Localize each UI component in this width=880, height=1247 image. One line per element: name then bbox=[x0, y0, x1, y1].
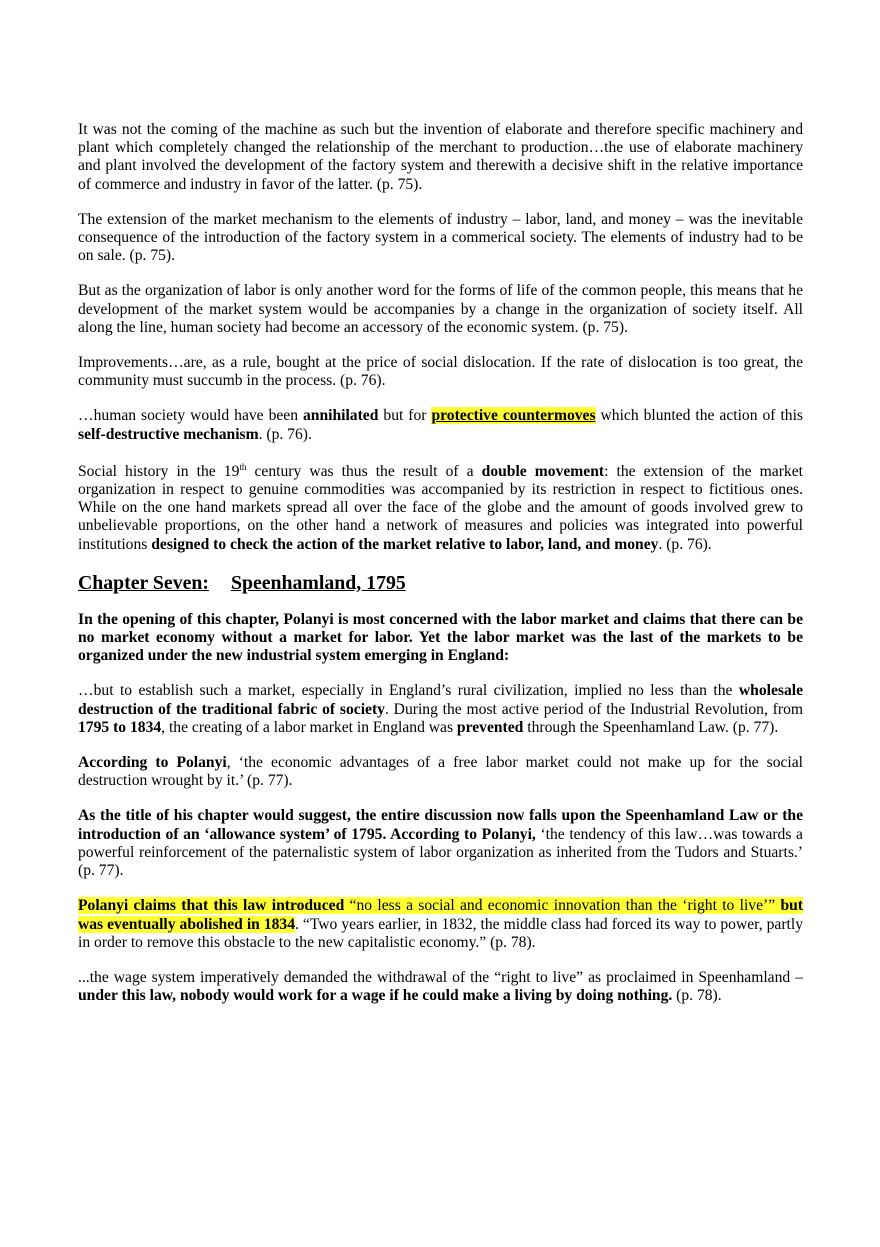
bold-text: According to Polanyi bbox=[78, 754, 227, 772]
paragraph-right-to-live bbox=[78, 897, 803, 952]
bold-text: self-destructive mechanism bbox=[78, 425, 259, 443]
paragraph-annihilated bbox=[78, 407, 803, 443]
text-span: …human society would have been bbox=[78, 407, 303, 425]
text-span: but for bbox=[378, 407, 432, 425]
text-span: . During the most active period of the Industrial Revolution, from bbox=[384, 700, 803, 718]
paragraph-free-labor-market bbox=[78, 754, 803, 790]
text-span: . “Two years earlier, in 1832, the middle class had forced its way to power, partly in order to remove this obstacle to the new capitalistic economy.” (p. 78). bbox=[78, 915, 803, 951]
text-span: : the extension of the market organization in respect to genuine commodities was accompanied by its restriction in respect to fictitious ones. While on the one hand markets spread all over the face of the globe and the amount of goods involved grew to unbelievable proportions, on the other hand a network of measures and policies was integrated into powerful institutions bbox=[78, 462, 803, 553]
bold-text: wholesale destruction of the traditional fabric of society bbox=[78, 682, 803, 718]
chapter-title: Speenhamland, 1795 bbox=[230, 571, 406, 594]
text-span: , ‘the economic advantages of a free labor market could not make up for the social destruction wrought by it.’ (p. 77). bbox=[78, 754, 803, 790]
bold-text: under this law, nobody would work for a wage if he could make a living by doing nothing. bbox=[78, 987, 673, 1005]
paragraph-allowance-system bbox=[78, 807, 803, 880]
bold-text: As the title of his chapter would suggest, the entire discussion now falls upon the Speenhamland Law or the introduction of an ‘allowance system’ of 1795. According to Polanyi, bbox=[78, 807, 803, 843]
bold-text: double movement bbox=[481, 462, 605, 480]
paragraph-improvements: Improvements…are, as a rule, bought at the price of social dislocation. If the rate of dislocation is too great, the community must succumb in the process. (p. 76). bbox=[78, 354, 803, 390]
chapter-heading bbox=[78, 571, 803, 595]
text-span: (p. 78). bbox=[672, 987, 722, 1005]
text-span: which blunted the action of this bbox=[595, 407, 803, 425]
highlighted-text: “no less a social and economic innovation than the ‘right to live’” bbox=[344, 897, 781, 915]
text-span: Social history in the 19 bbox=[78, 462, 240, 480]
bold-text: annihilated bbox=[303, 407, 379, 425]
paragraph-double-movement bbox=[78, 463, 803, 554]
text-span: …but to establish such a market, especially in England’s rural civilization, implied no less than the bbox=[78, 682, 739, 700]
chapter-label: Chapter Seven: bbox=[78, 571, 209, 594]
bold-text: designed to check the action of the market relative to labor, land, and money bbox=[151, 535, 659, 553]
paragraph-wage-system bbox=[78, 969, 803, 1005]
text-span: through the Speenhamland Law. (p. 77). bbox=[523, 718, 779, 736]
bold-text: In the opening of this chapter, Polanyi is most concerned with the labor market and claims that there can be no market economy without a market for labor. Yet the labor market was the last of the markets to be organized under the new industrial system emerging in England: bbox=[78, 610, 803, 665]
text-span: century was thus the result of a bbox=[246, 462, 482, 480]
text-span: ‘the tendency of this law…was towards a powerful reinforcement of the paternalistic system of labor organization as inherited from the Tudors and Stuarts.’ (p. 77). bbox=[78, 825, 803, 880]
text-span: ...the wage system imperatively demanded the withdrawal of the “right to live” as proclaimed in Speenhamland – bbox=[78, 968, 803, 986]
text-span: . (p. 76). bbox=[658, 535, 712, 553]
paragraph-chapter-intro bbox=[78, 611, 803, 666]
paragraph-market-mechanism: The extension of the market mechanism to the elements of industry – labor, land, and money – was the inevitable consequence of the introduction of the factory system in a commerical society. The elements of industry had to be on sale. (p. 75). bbox=[78, 210, 803, 265]
bold-text: 1795 to 1834 bbox=[78, 718, 162, 736]
text-span: . (p. 76). bbox=[258, 425, 312, 443]
paragraph-wholesale-destruction bbox=[78, 682, 803, 737]
highlighted-text: protective countermoves bbox=[431, 407, 596, 425]
highlighted-text: Polanyi claims that this law introduced bbox=[78, 897, 345, 915]
superscript: th bbox=[239, 461, 247, 472]
bold-text: prevented bbox=[456, 718, 524, 736]
paragraph-organization-of-labor: But as the organization of labor is only another word for the forms of life of the common people, this means that he development of the market system would be accompanies by a change in the organization of society itself. All along the line, human society had become an accessory of the economic system. (p. 75). bbox=[78, 282, 803, 336]
text-span: , the creating of a labor market in England was bbox=[161, 718, 457, 736]
paragraph-machinery: It was not the coming of the machine as such but the invention of elaborate and therefore specific machinery and plant which completely changed the relationship of the merchant to production…the use of elaborate machinery and plant involved the development of the factory system and therewith a decisive shift in the relative importance of commerce and industry in favor of the latter. (p. 75). bbox=[78, 121, 803, 193]
highlighted-text: but was eventually abolished in 1834 bbox=[78, 897, 803, 933]
